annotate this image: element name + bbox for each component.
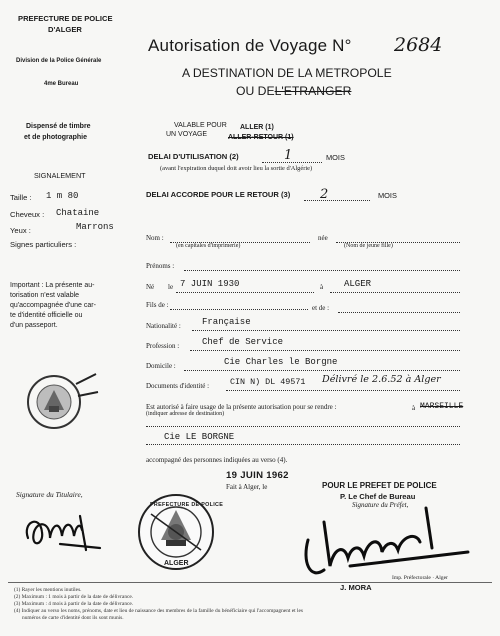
- division-label: Division de la Police Générale: [16, 58, 102, 64]
- fils-label: Fils de :: [146, 301, 169, 309]
- taille-label: Taille :: [10, 193, 32, 202]
- delai-label: DELAI D'UTILISATION (2): [148, 152, 239, 161]
- exemption-line2: et de photographie: [24, 134, 87, 141]
- cheveux-label: Cheveux :: [10, 210, 45, 219]
- birth-date: 7 JUIN 1930: [180, 279, 240, 289]
- cheveux-value: Chataine: [56, 208, 100, 218]
- fait-a-label: Fait à Alger, le: [226, 483, 268, 491]
- footnote-5: numéros de carte d'identité dont ils sont munis.: [22, 615, 124, 621]
- important-line2: torisation n'est valable: [10, 292, 80, 299]
- documents-delivery: Délivré le 2.6.52 à Alger: [322, 374, 441, 385]
- domicile-label: Domicile :: [146, 362, 176, 370]
- delai-note: (avant l'expiration duquel doit avoir lieu la sortie d'Algérie): [160, 165, 313, 172]
- documents-value: CIN N) DL 49571: [230, 377, 306, 387]
- retour-label: DELAI ACCORDE POUR LE RETOUR (3): [146, 190, 291, 199]
- bureau-label: 4me Bureau: [44, 81, 79, 87]
- footnote-2: (2) Maximum : 1 mois à partir de la date de délivrance.: [14, 594, 134, 600]
- signature-holder-label: Signature du Titulaire,: [16, 490, 83, 499]
- retour-value: 2: [320, 187, 329, 202]
- autorise-note: (indiquer adresse de destination): [146, 411, 225, 417]
- important-line1: Important : La présente au-: [10, 282, 95, 289]
- le-label: le: [168, 283, 174, 291]
- option-aller: ALLER (1): [240, 124, 274, 131]
- domicile-value: Cie Charles le Borgne: [224, 357, 338, 367]
- documents-label: Documents d'identité :: [146, 382, 210, 390]
- chef-bureau-label: P. Le Chef de Bureau: [340, 492, 416, 501]
- seal-stamp-small: [16, 366, 100, 438]
- footnote-1: (1) Rayer les mentions inutiles.: [14, 587, 82, 593]
- document-title: Autorisation de Voyage N°: [148, 36, 352, 55]
- a-label: à: [320, 283, 324, 291]
- retour-mois: MOIS: [378, 191, 397, 200]
- footnote-3: (3) Maximum : 4 mois à partir de la date de délivrance.: [14, 601, 134, 607]
- signalement-title: SIGNALEMENT: [34, 171, 86, 180]
- footnote-4: (4) Indiquer au verso les noms, prénoms, date et lieu de naissance des membres de la famille du bénéficiaire qui l'accompagnent et les: [14, 608, 303, 614]
- important-line3: qu'accompagnée d'une car-: [10, 302, 96, 309]
- destination-prefix: à: [412, 404, 416, 412]
- autorise-text: Est autorisé à faire usage de la présente autorisation pour se rendre :: [146, 403, 337, 411]
- nationalite-value: Française: [202, 317, 251, 327]
- profession-value: Chef de Service: [202, 337, 284, 347]
- nee-label: née: [318, 234, 328, 242]
- destination-title: A DESTINATION DE LA METROPOLE: [182, 66, 392, 80]
- taille-value: 1 m 80: [46, 191, 79, 201]
- signes-label: Signes particuliers :: [10, 240, 77, 249]
- birth-place: ALGER: [344, 279, 372, 289]
- delai-mois: MOIS: [326, 153, 345, 162]
- prefecture-city: D'ALGER: [48, 25, 82, 34]
- prenoms-label: Prénoms :: [146, 262, 175, 270]
- holder-signature: [20, 502, 106, 556]
- important-line4: te d'identité officielle ou: [10, 312, 83, 319]
- nee-note: (Nom de jeune fille): [344, 243, 393, 249]
- valid-label-1: VALABLE POUR: [174, 122, 227, 129]
- footnote-divider: [8, 582, 492, 583]
- prefet-label: POUR LE PREFET DE POLICE: [322, 481, 437, 490]
- important-line5: d'un passeport.: [10, 322, 58, 329]
- yeux-label: Yeux :: [10, 226, 31, 235]
- signature-prefet-label: Signature du Préfet,: [352, 501, 409, 509]
- nom-label: Nom :: [146, 234, 164, 242]
- accompagne-text: accompagné des personnes indiquées au verso (4).: [146, 456, 288, 464]
- yeux-value: Marrons: [76, 222, 114, 232]
- destination-subtitle: OU DEL'ETRANGER: [236, 84, 352, 98]
- nationalite-label: Nationalité :: [146, 322, 181, 330]
- profession-label: Profession :: [146, 342, 180, 350]
- date-stamp: 19 JUIN 1962: [226, 470, 289, 481]
- destination-value: MARSEILLE: [420, 402, 464, 411]
- seal-city: ALGER: [164, 560, 189, 567]
- printer-label: Imp. Préfectorale · Alger: [392, 575, 448, 581]
- option-aller-retour: ALLER-RETOUR (1): [228, 134, 294, 141]
- nom-note: (en capitales d'imprimerie): [176, 243, 241, 249]
- exemption-line1: Dispensé de timbre: [26, 123, 91, 130]
- authorization-number: 2684: [394, 34, 443, 56]
- signed-name: J. MORA: [340, 583, 372, 592]
- destination-company: Cie LE BORGNE: [164, 432, 235, 442]
- delai-value: 1: [284, 148, 293, 163]
- valid-label-2: UN VOYAGE: [166, 131, 208, 138]
- ne-label: Né: [146, 283, 155, 291]
- et-label: et de :: [312, 304, 330, 312]
- prefecture-title: PREFECTURE DE POLICE: [18, 14, 113, 23]
- seal-text: PREFECTURE DE POLICE: [150, 502, 224, 508]
